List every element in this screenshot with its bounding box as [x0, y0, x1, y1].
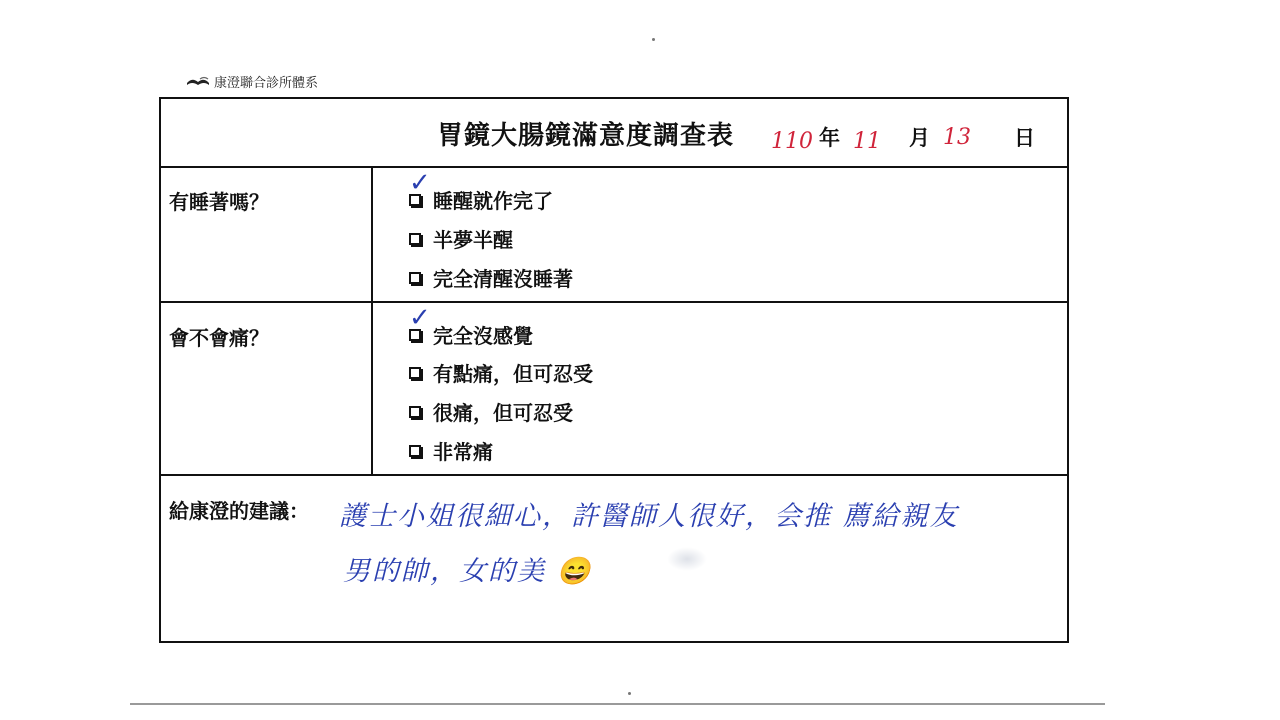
option-sleep-0[interactable] — [409, 167, 553, 214]
option-label: 有點痛，但可忍受 — [433, 362, 593, 386]
checkbox-icon[interactable] — [409, 167, 431, 206]
divider — [161, 474, 1067, 476]
book-leaf-icon — [186, 76, 210, 88]
suggestion-handwriting-line1: 護士小姐很細心，許醫師人很好，会推 薦給親友 — [339, 501, 959, 532]
day-value: 13 — [943, 125, 971, 150]
year-label: 年 — [819, 126, 840, 150]
checkbox-icon[interactable] — [409, 302, 431, 341]
option-sleep-1[interactable] — [409, 224, 513, 253]
month-label: 月 — [909, 126, 930, 150]
option-pain-1[interactable] — [409, 358, 593, 387]
divider — [161, 166, 1067, 168]
option-label: 非常痛 — [433, 440, 493, 464]
ink-smudge — [667, 547, 707, 571]
question-sleep-label: 有睡著嗎？ — [169, 190, 269, 214]
checkbox-icon[interactable] — [409, 233, 421, 245]
option-pain-3[interactable] — [409, 436, 493, 465]
option-label: 完全沒感覺 — [433, 324, 533, 348]
survey-form — [159, 97, 1069, 643]
checkbox-icon[interactable] — [409, 445, 421, 457]
checkbox-icon[interactable] — [409, 406, 421, 418]
option-label: 睡醒就作完了 — [433, 189, 553, 213]
checkbox-icon[interactable] — [409, 367, 421, 379]
month-value: 11 — [853, 129, 881, 154]
dust-speck — [628, 692, 631, 695]
day-label: 日 — [1014, 126, 1035, 150]
divider — [161, 301, 1067, 303]
checkmark-icon: ✓ — [409, 302, 431, 333]
option-sleep-2[interactable] — [409, 263, 573, 292]
question-pain-label: 會不會痛？ — [169, 326, 269, 350]
checkmark-icon: ✓ — [409, 167, 431, 198]
form-title: 胃鏡大腸鏡滿意度調查表 — [437, 121, 735, 151]
option-label: 半夢半醒 — [433, 228, 513, 252]
checkbox-icon[interactable] — [409, 272, 421, 284]
suggestion-handwriting-line2: 男的帥，女的美 😄 — [343, 556, 593, 587]
suggestion-label: 給康澄的建議： — [169, 499, 309, 523]
option-pain-0[interactable] — [409, 302, 533, 349]
clinic-logo — [186, 72, 318, 91]
year-value: 110 — [771, 129, 813, 154]
clinic-name: 康澄聯合診所體系 — [214, 76, 319, 91]
option-pain-2[interactable] — [409, 397, 573, 426]
dust-speck — [652, 38, 655, 41]
option-label: 很痛，但可忍受 — [433, 401, 573, 425]
option-label: 完全清醒沒睡著 — [433, 267, 573, 291]
column-divider — [371, 166, 373, 476]
